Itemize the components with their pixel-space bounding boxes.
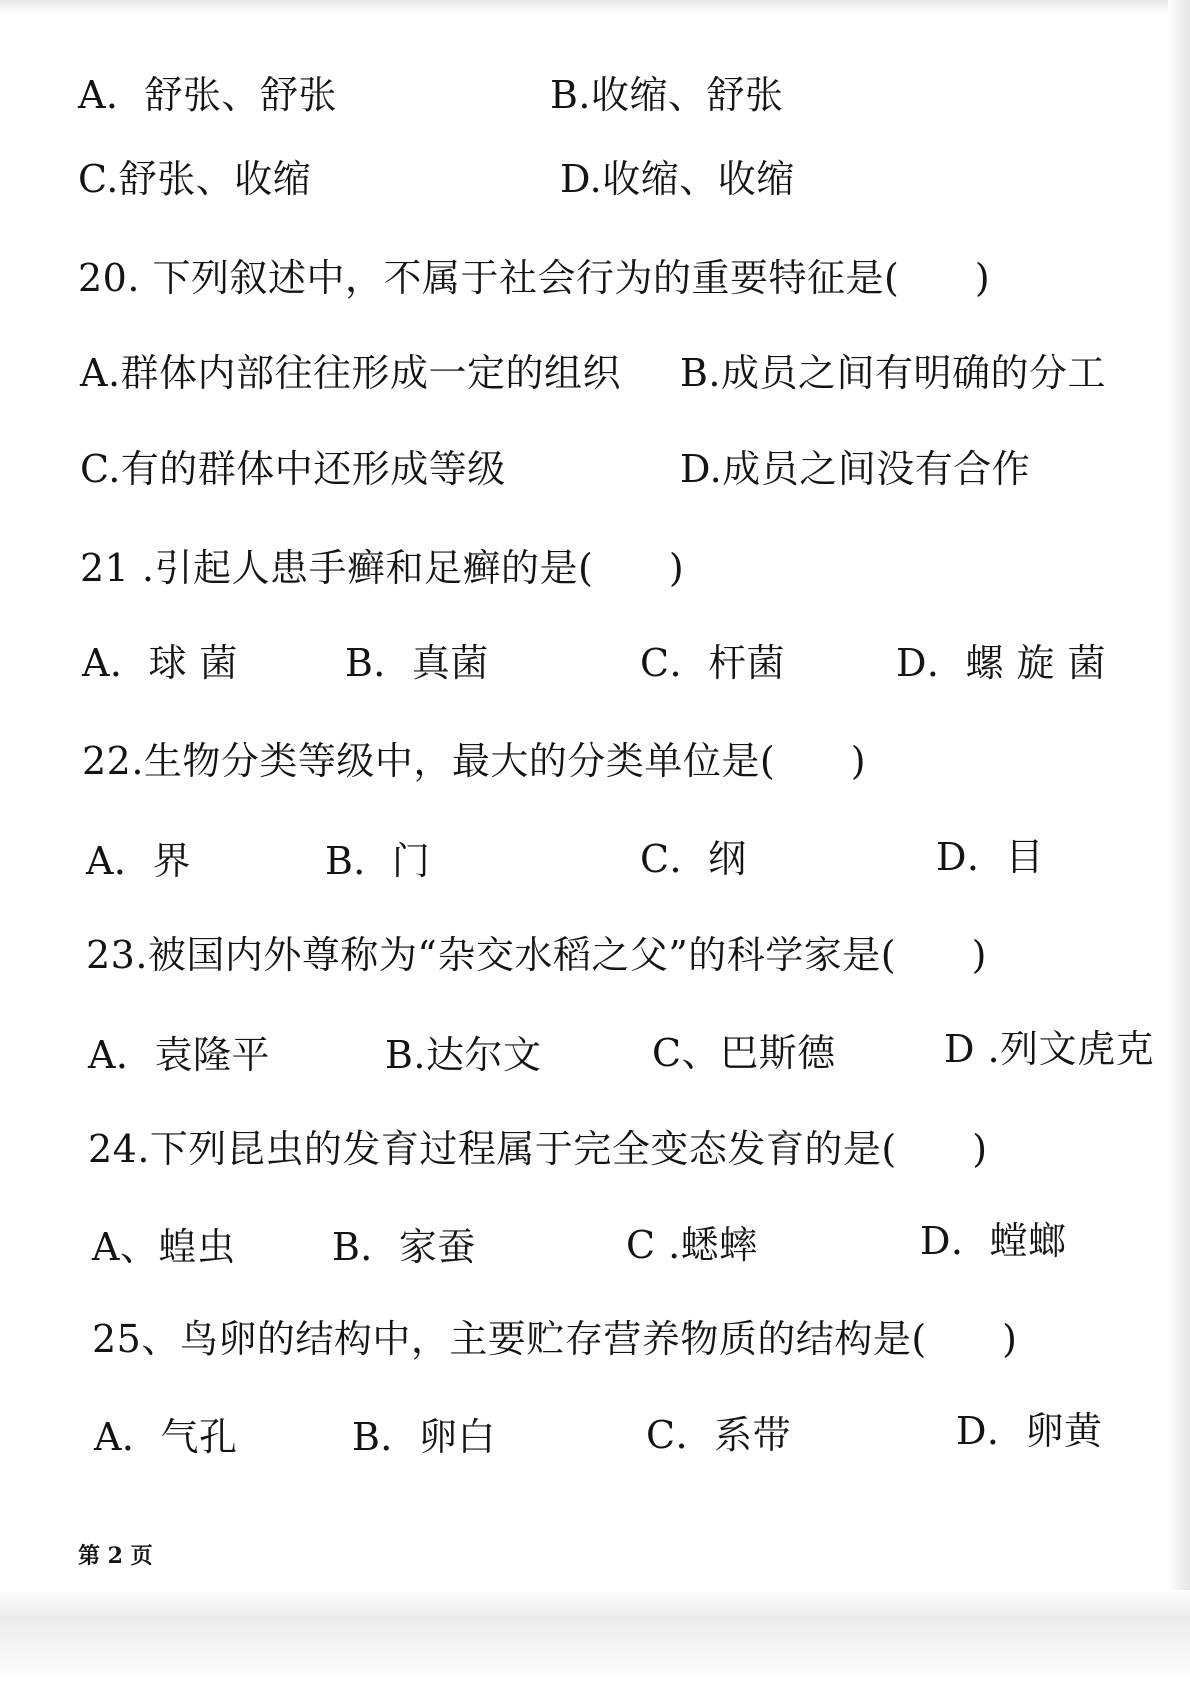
- q24-option-a: A、蝗虫: [92, 1225, 236, 1269]
- q19-option-d: D.收缩、收缩: [560, 157, 795, 201]
- page-number: 第 2 页: [78, 1543, 153, 1569]
- q23-option-c: C、巴斯德: [652, 1031, 836, 1075]
- q22-option-b: B．门: [325, 839, 431, 883]
- q20-option-a: A.群体内部往往形成一定的组织: [80, 351, 622, 395]
- q25-option-d: D．卵黄: [956, 1409, 1103, 1453]
- q22-option-c: C．纲: [640, 837, 747, 881]
- q20-option-d: D.成员之间没有合作: [680, 447, 1031, 491]
- q20-option-b: B.成员之间有明确的分工: [680, 351, 1107, 395]
- q20-option-c: C.有的群体中还形成等级: [80, 447, 506, 491]
- q19-option-a: A．舒张、舒张: [78, 73, 337, 117]
- q21-stem: 21 .引起人患手癣和足癣的是( ): [80, 546, 685, 590]
- q25-option-c: C．系带: [646, 1413, 792, 1457]
- q24-option-c: C .蟋蟀: [626, 1223, 758, 1267]
- q23-option-b: B.达尔文: [385, 1033, 542, 1077]
- q19-option-c: C.舒张、收缩: [78, 157, 312, 201]
- q24-option-d: D．螳螂: [920, 1219, 1067, 1263]
- q24-stem: 24.下列昆虫的发育过程属于完全变态发育的是( ): [88, 1127, 988, 1171]
- q20-stem: 20. 下列叙述中，不属于社会行为的重要特征是( ): [78, 256, 991, 300]
- q21-option-b: B．真菌: [345, 641, 489, 685]
- q22-stem: 22.生物分类等级中，最大的分类单位是( ): [82, 739, 867, 783]
- q22-option-d: D．目: [936, 835, 1044, 879]
- q21-option-d: D．螺 旋 菌: [896, 641, 1107, 685]
- q22-option-a: A．界: [86, 839, 191, 883]
- q19-option-b: B.收缩、舒张: [550, 73, 784, 117]
- q21-option-a: A．球 菌: [82, 641, 239, 685]
- q25-option-b: B．卵白: [352, 1415, 496, 1459]
- q24-option-b: B．家蚕: [332, 1225, 476, 1269]
- scan-shadow-bottom: [0, 1590, 1190, 1684]
- q23-stem: 23.被国内外尊称为“杂交水稻之父”的科学家是( ): [86, 933, 987, 977]
- q23-option-a: A．袁隆平: [88, 1033, 270, 1077]
- q25-option-a: A．气孔: [94, 1415, 238, 1459]
- q23-option-d: D .列文虎克: [944, 1027, 1155, 1071]
- scan-shadow-right: [1168, 0, 1190, 1684]
- q21-option-c: C．杆菌: [640, 641, 786, 685]
- scan-shadow-top: [0, 0, 1190, 14]
- q25-stem: 25、鸟卵的结构中，主要贮存营养物质的结构是( ): [92, 1317, 1018, 1361]
